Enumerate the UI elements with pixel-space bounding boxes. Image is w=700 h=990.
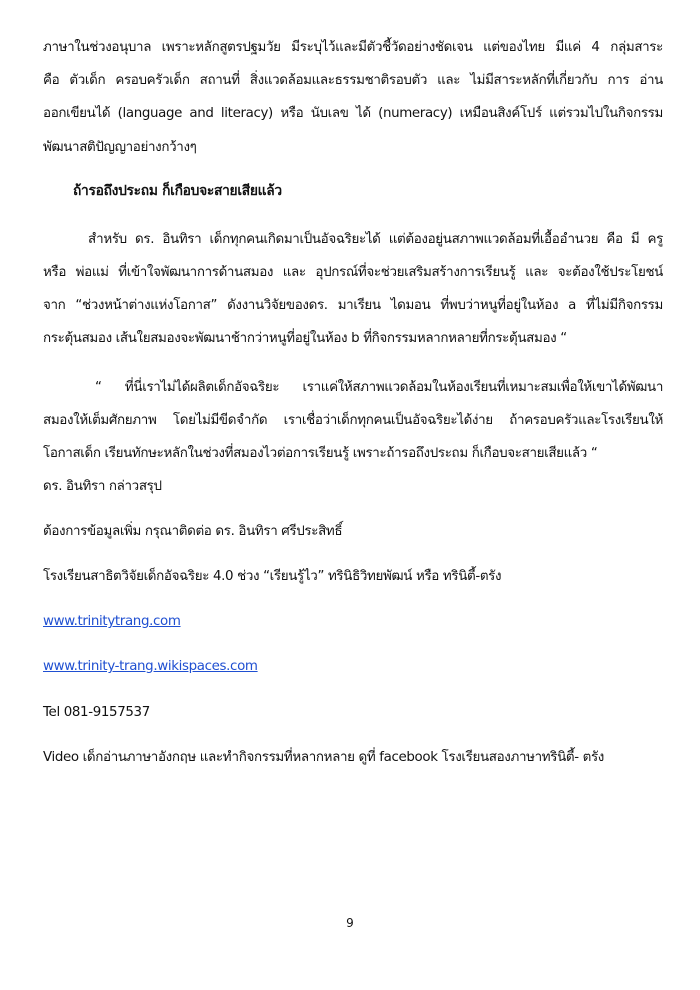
paragraph-line: พัฒนาสติปัญญาอย่างกว้างๆ: [43, 140, 197, 155]
telephone-line: Tel 081-9157537: [43, 705, 150, 720]
wikispaces-link[interactable]: www.trinity-trang.wikispaces.com: [43, 659, 258, 674]
paragraph-line: สำหรับ ดร. อินทิรา เด็กทุกคนเกิดมาเป็นอัจฉริยะได้ แต่ต้องอยู่นสภาพแวดล้อมที่เอื้ออำนวย คือ มี ครู: [88, 232, 663, 247]
video-line: Video เด็กอ่านภาษาอังกฤษ และทำกิจกรรมที่หลากหลาย ดูที่ facebook โรงเรียนสองภาษาทรินิตี้- ตรัง: [43, 750, 604, 765]
page-number: 9: [346, 916, 354, 930]
paragraph-line: จาก “ช่วงหน้าต่างแห่งโอกาส” ดังงานวิจัยของดร. มาเรียน ไดมอน ที่พบว่าหนูที่อยู่ในห้อง a ที่ไม่มีกิจกรรม: [43, 298, 663, 313]
quote-line: โอกาสเด็ก เรียนทักษะหลักในช่วงที่สมองไวต่อการเรียนรู้ เพราะถ้ารอถึงประถม ก็เกือบจะสายเสียแล้ว “: [43, 446, 598, 461]
quote-line: “ ที่นี่เราไม่ได้ผลิตเด็กอัจฉริยะ เราแค่ให้สภาพแวดล้อมในห้องเรียนที่เหมาะสมเพื่อให้เขาได้พัฒนา: [95, 380, 663, 395]
paragraph-line: ภาษาในช่วงอนุบาล เพราะหลักสูตรปฐมวัย มีระบุไว้และมีตัวชี้วัดอย่างชัดเจน แต่ของไทย มีแค่ 4 กลุ่มสาระ: [43, 40, 663, 55]
contact-line: ต้องการข้อมูลเพิ่ม กรุณาติดต่อ ดร. อินทิรา ศรีประสิทธิ์: [43, 524, 343, 539]
paragraph-line: หรือ พ่อแม่ ที่เข้าใจพัฒนาการด้านสมอง และ อุปกรณ์ที่จะช่วยเสริมสร้างการเรียนรู้ และ จะต้องใช้ประโยชน์: [43, 265, 663, 280]
paragraph-line: คือ ตัวเด็ก ครอบครัวเด็ก สถานที่ สิ่งแวดล้อมและธรรมชาติรอบตัว และ ไม่มีสาระหลักที่เกี่ยวกับ การ อ่าน: [43, 73, 663, 88]
quote-line: สมองให้เต็มศักยภาพ โดยไม่มีขีดจำกัด เราเชื่อว่าเด็กทุกคนเป็นอัจฉริยะได้ง่าย ถ้าครอบครัวและโรงเรียนให้: [43, 413, 663, 428]
section-heading: ถ้ารอถึงประถม ก็เกือบจะสายเสียแล้ว: [73, 183, 282, 199]
website-link[interactable]: www.trinitytrang.com: [43, 614, 181, 629]
paragraph-line: ออกเขียนได้ (language and literacy) หรือ นับเลข ได้ (numeracy) เหมือนสิงค์โปร์ แต่รวมไปในกิจกรรม: [43, 106, 663, 121]
school-line: โรงเรียนสาธิตวิจัยเด็กอัจฉริยะ 4.0 ช่วง “เรียนรู้ไว” ทรินิธิวิทยพัฒน์ หรือ ทรินิตี้-ตรัง: [43, 569, 502, 584]
quote-attribution: ดร. อินทิรา กล่าวสรุป: [43, 479, 162, 494]
paragraph-line: กระตุ้นสมอง เส้นใยสมองจะพัฒนาช้ากว่าหนูที่อยู่ในห้อง b ที่กิจกรรมหลากหลายที่กระตุ้นสมอง “: [43, 331, 567, 346]
